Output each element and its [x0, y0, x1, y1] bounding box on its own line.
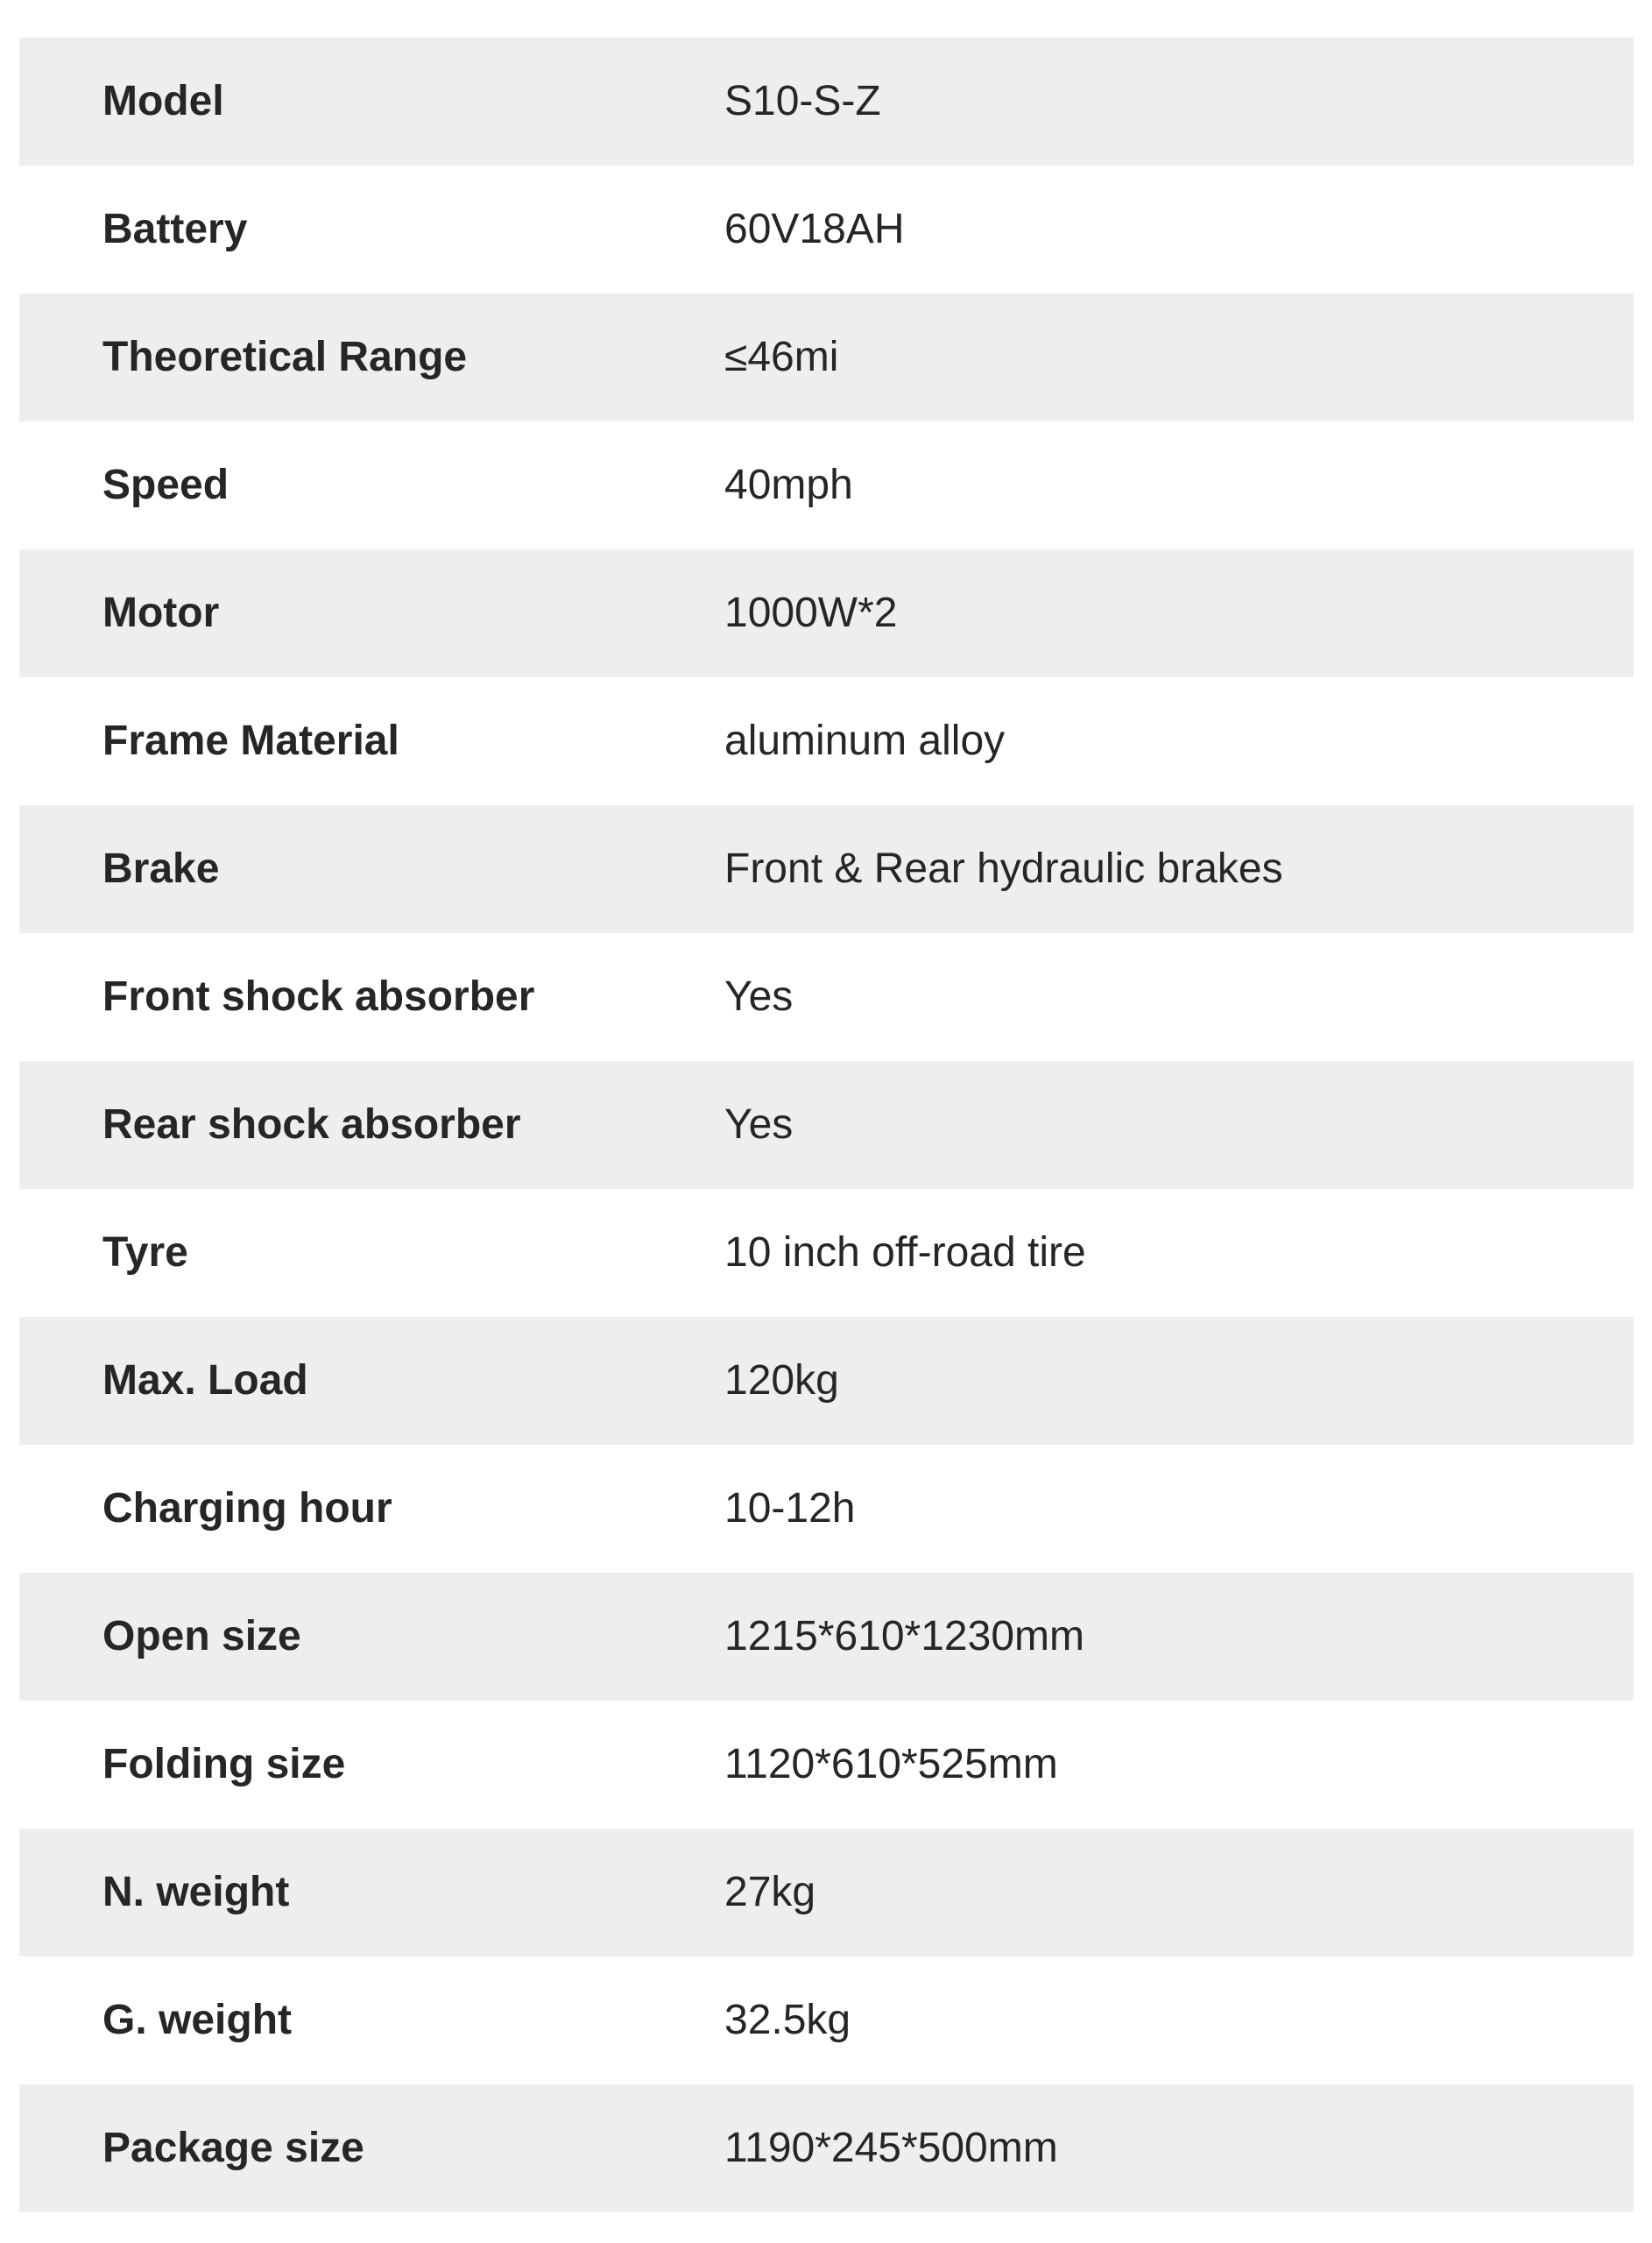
spec-label: Battery	[102, 206, 248, 253]
table-row	[19, 1189, 1634, 1317]
spec-value: 27kg	[724, 1869, 816, 1916]
spec-label: Model	[102, 78, 224, 125]
spec-label: Front shock absorber	[102, 973, 535, 1021]
spec-value: 32.5kg	[724, 1997, 851, 2044]
spec-value: 1215*610*1230mm	[724, 1613, 1084, 1660]
spec-value: 1190*245*500mm	[724, 2125, 1058, 2172]
spec-value: aluminum alloy	[724, 718, 1006, 765]
table-row	[19, 166, 1634, 294]
spec-value: 1120*610*525mm	[724, 1741, 1058, 1788]
table-row	[19, 933, 1634, 1061]
table-row	[19, 1956, 1634, 2084]
spec-label: Motor	[102, 590, 220, 637]
spec-label: Folding size	[102, 1741, 346, 1788]
spec-value: 120kg	[724, 1357, 839, 1405]
spec-value: S10-S-Z	[724, 78, 881, 125]
table-row	[19, 1061, 1634, 1189]
spec-label: Rear shock absorber	[102, 1101, 521, 1149]
table-row	[19, 294, 1634, 421]
spec-table	[19, 38, 1634, 2212]
table-row	[19, 549, 1634, 677]
spec-label: Brake	[102, 846, 220, 893]
spec-value: 40mph	[724, 462, 853, 509]
spec-label: Package size	[102, 2125, 364, 2172]
spec-label: Frame Material	[102, 718, 399, 765]
spec-value: ≤46mi	[724, 334, 839, 381]
spec-label: Speed	[102, 462, 229, 509]
spec-value: Yes	[724, 973, 794, 1021]
spec-label: Open size	[102, 1613, 301, 1660]
table-row	[19, 1317, 1634, 1445]
spec-value: 10 inch off-road tire	[724, 1229, 1086, 1277]
spec-value: Front & Rear hydraulic brakes	[724, 846, 1283, 893]
spec-value: 60V18AH	[724, 206, 905, 253]
spec-label: Tyre	[102, 1229, 188, 1277]
spec-label: Theoretical Range	[102, 334, 468, 381]
table-row	[19, 421, 1634, 549]
table-row	[19, 1445, 1634, 1573]
table-row	[19, 1829, 1634, 1956]
table-row	[19, 2084, 1634, 2212]
spec-value: Yes	[724, 1101, 794, 1149]
spec-label: Max. Load	[102, 1357, 308, 1405]
table-row	[19, 677, 1634, 805]
spec-label: N. weight	[102, 1869, 290, 1916]
table-row	[19, 1573, 1634, 1701]
spec-value: 10-12h	[724, 1485, 856, 1532]
table-row	[19, 38, 1634, 166]
table-row	[19, 805, 1634, 933]
spec-label: G. weight	[102, 1997, 292, 2044]
table-row	[19, 1701, 1634, 1829]
spec-label: Charging hour	[102, 1485, 392, 1532]
spec-value: 1000W*2	[724, 590, 898, 637]
